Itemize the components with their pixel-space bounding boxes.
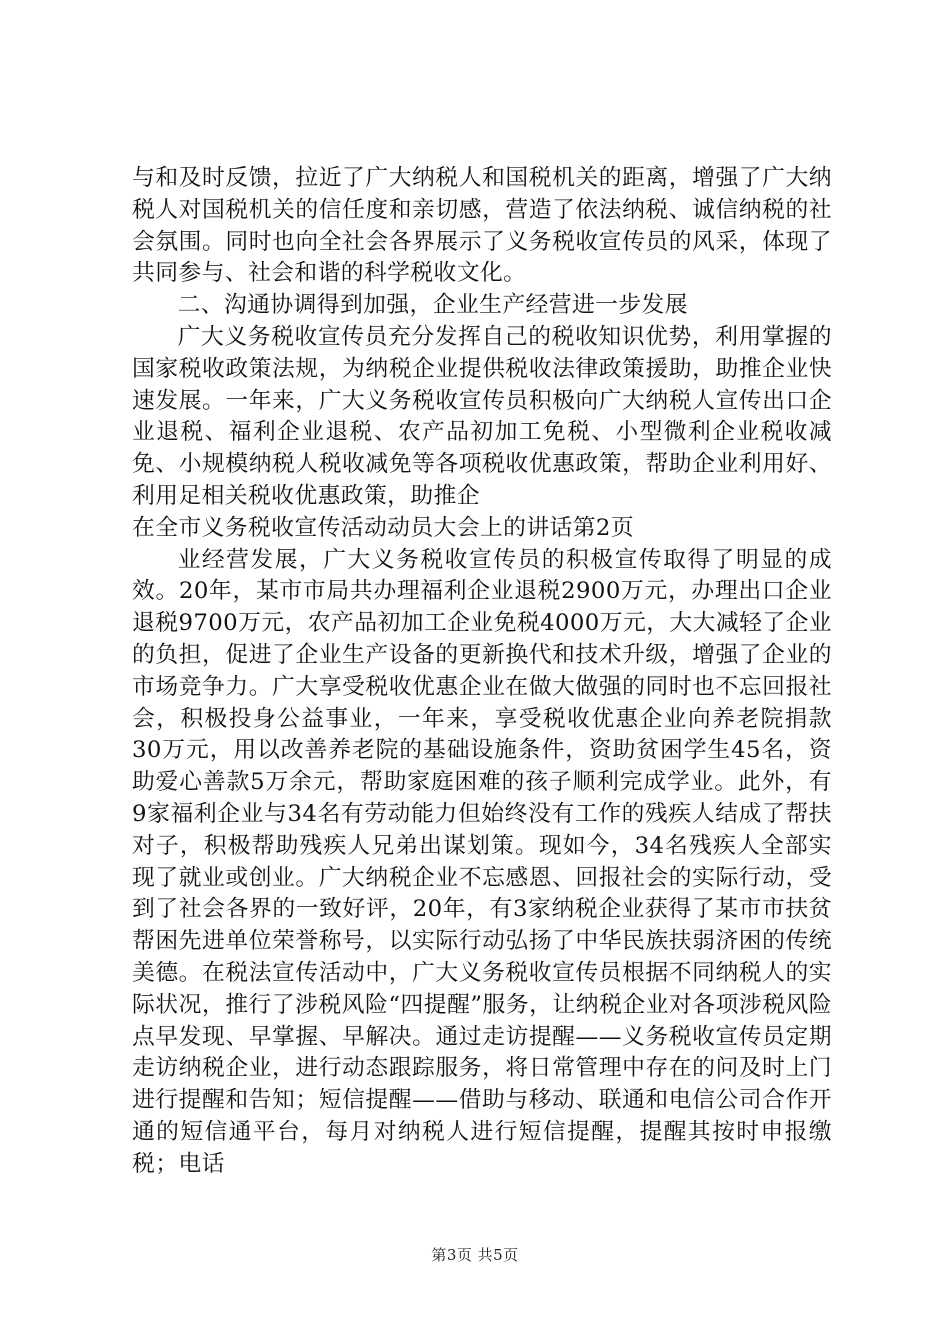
page-title-line: 在全市义务税收宣传活动动员大会上的讲话第2页 <box>132 514 635 541</box>
document-body <box>132 163 832 1181</box>
paragraph-3: 业经营发展，广大义务税收宣传员的积极宣传取得了明显的成效。20年，某市市局共办理福利企业退税2900万元，办理出口企业退税9700万元，农产品初加工企业免税4000万元，大大减轻了企业的负担，促进了企业生产设备的更新换代和技术升级，增强了企业的市场竞争力。广大享受税收优惠企业在做大做强的同时也不忘回报社会，积极投身公益事业，一年来，享受税收优惠企业向养老院捐款30万元，用以改善养老院的基础设施条件，资助贫困学生45名，资助爱心善款5万余元，帮助家庭困难的孩子顺利完成学业。此外，有9家福利企业与34名有劳动能力但始终没有工作的残疾人结成了帮扶对子，积极帮助残疾人兄弟出谋划策。现如今，34名残疾人全部实现了就业或创业。广大纳税企业不忘感恩、回报社会的实际行动，受到了社会各界的一致好评，20年，有3家纳税企业获得了某市市扶贫帮困先进单位荣誉称号，以实际行动弘扬了中华民族扶弱济困的传统美德。在税法宣传活动中，广大义务税收宣传员根据不同纳税人的实际状况，推行了涉税风险“四提醒”服务，让纳税企业对各项涉税风险点早发现、早掌握、早解决。通过走访提醒——义务税收宣传员定期走访纳税企业，进行动态跟踪服务，将日常管理中存在的问及时上门进行提醒和告知；短信提醒——借助与移动、联通和电信公司合作开通的短信通平台，每月对纳税人进行短信提醒，提醒其按时申报缴税；电话 <box>132 546 832 1177</box>
paragraph-1: 与和及时反馈，拉近了广大纳税人和国税机关的距离，增强了广大纳税人对国税机关的信任度和亲切感，营造了依法纳税、诚信纳税的社会氛围。同时也向全社会各界展示了义务税收宣传员的风采，体现了共同参与、社会和谐的科学税收文化。 <box>132 165 832 287</box>
page-footer: 第3页 共5页 <box>431 1246 519 1264</box>
section-heading: 二、沟通协调得到加强，企业生产经营进一步发展 <box>177 292 688 319</box>
paragraph-2: 广大义务税收宣传员充分发挥自己的税收知识优势，利用掌握的国家税收政策法规，为纳税企业提供税收法律政策援助，助推企业快速发展。一年来，广大义务税收宣传员积极向广大纳税人宣传出口企业退税、福利企业退税、农产品初加工免税、小型微利企业税收减免、小规模纳税人税收减免等各项税收优惠政策，帮助企业利用好、利用足相关税收优惠政策，助推企 <box>132 323 832 509</box>
